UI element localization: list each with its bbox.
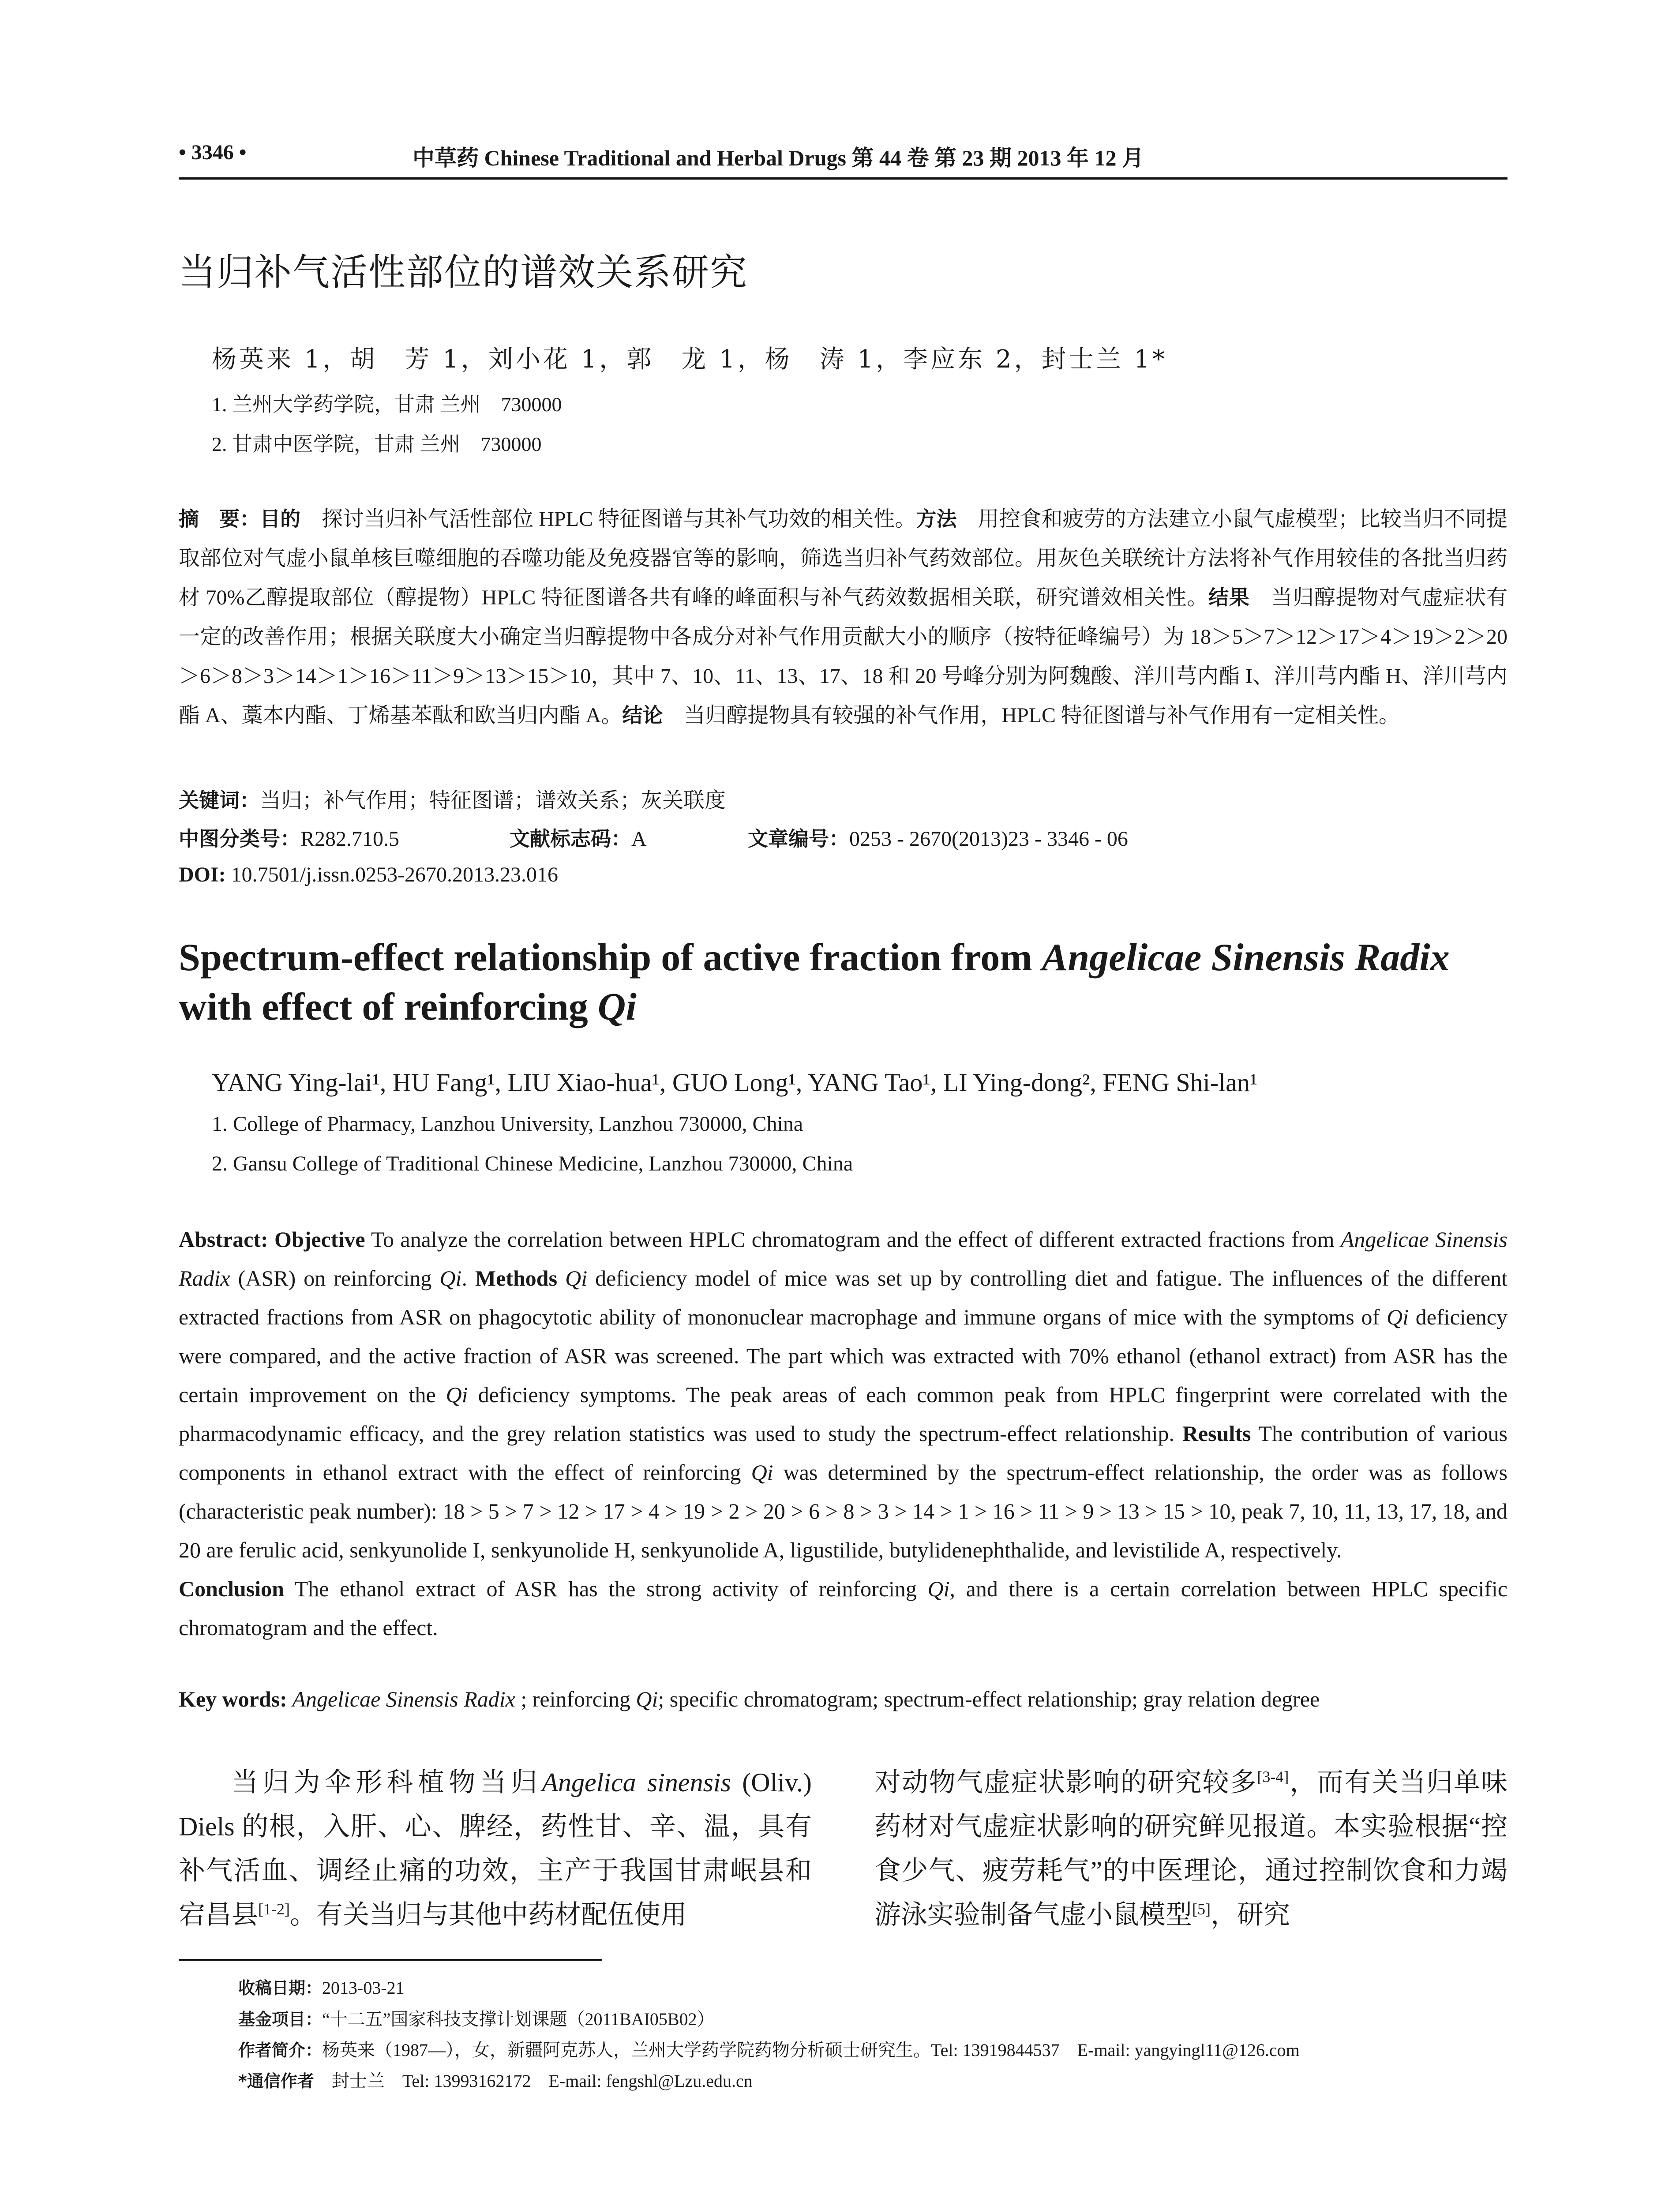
en-results-label: Results (1182, 1421, 1251, 1446)
en-conclusion-label: Conclusion (179, 1576, 284, 1601)
citation-ref: [1-2] (258, 1900, 290, 1918)
chinese-abstract (179, 499, 1508, 735)
article-no-value: 0253 - 2670(2013)23 - 3346 - 06 (849, 827, 1128, 851)
english-authors: YANG Ying-lai¹, HU Fang¹, LIU Xiao-hua¹, GUO Long¹, YANG Tao¹, LI Ying-dong², FENG Shi-lan¹ (212, 1068, 1258, 1097)
page-number: • 3346 • (179, 141, 247, 164)
footnote-corresponding: *通信作者 封士兰 Tel: 13993162172 E-mail: fengshl@Lzu.edu.cn (238, 2071, 753, 2091)
result-label: 结果 (1208, 585, 1250, 609)
doi-label: DOI: (179, 863, 226, 886)
doc-code-label: 文献标志码： (510, 827, 631, 851)
method-label: 方法 (916, 507, 957, 531)
clc-label: 中图分类号： (179, 827, 300, 851)
article-no-label: 文章编号： (748, 827, 849, 851)
en-abstract-label: Abstract: Objective (179, 1227, 365, 1252)
chinese-keywords (179, 783, 726, 814)
chinese-authors: 杨英来 1，胡 芳 1，刘小花 1，郭 龙 1，杨 涛 1，李应东 2，封士兰 1* (212, 345, 1168, 374)
footnote-rule (179, 1959, 602, 1961)
body-column-right: 对动物气虚症状影响的研究较多[3-4]，而有关当归单味药材对气虚症状影响的研究鲜见报道。本实验根据“控食少气、疲劳耗气”的中医理论，通过控制饮食和力竭游泳实验制备气虚小鼠模型[5]，研究 (874, 1768, 1508, 1929)
en-keywords-label: Key words: (179, 1687, 287, 1711)
method-text: 用控食和疲劳的方法建立小鼠气虚模型；比较当归不同提取部位对气虚小鼠单核巨噬细胞的吞噬功能及免疫器官等的影响，筛选当归补气药效部位。用灰色关联统计方法将补气作用较佳的各批当归药材 70%乙醇提取部位（醇提物）HPLC 特征图谱各共有峰的峰面积与补气药效数据相关联，研究谱效相关性。 (179, 507, 1508, 609)
running-header (179, 140, 1508, 180)
header-rule (179, 177, 1508, 180)
citation-ref: [3-4] (1257, 1768, 1289, 1786)
english-affiliation-1: 1. College of Pharmacy, Lanzhou University, Lanzhou 730000, China (212, 1112, 803, 1136)
journal-info: 中草药 Chinese Traditional and Herbal Drugs 第 44 卷 第 23 期 2013 年 12 月 (412, 146, 1144, 170)
objective-text: 探讨当归补气活性部位 HPLC 特征图谱与其补气功效的相关性。 (300, 507, 916, 531)
result-text: 当归醇提物对气虚症状有一定的改善作用；根据关联度大小确定当归醇提物中各成分对补气作用贡献大小的顺序（按特征峰编号）为 18＞5＞7＞12＞17＞4＞19＞2＞20＞6＞8＞3＞14＞1＞16＞11＞9＞13＞15＞10，其中 7、10、11、13、17、18 和 20 号峰分别为阿魏酸、洋川芎内酯 I、洋川芎内酯 H、洋川芎内酯 A、藁本内酯、丁烯基苯酞和欧当归内酯 A。 (179, 586, 1508, 727)
chinese-affiliation-2: 2. 甘肃中医学院，甘肃 兰州 730000 (212, 433, 542, 455)
footnote-author: 作者简介：杨英来（1987—），女，新疆阿克苏人，兰州大学药学院药物分析硕士研究生。Tel: 13919844537 E-mail: yangyingl11@126.com (238, 2040, 1300, 2060)
objective-label: 目的 (260, 507, 301, 531)
en-methods-label: Methods (475, 1266, 558, 1291)
keywords-label: 关键词： (179, 788, 260, 812)
english-keywords: Key words: Angelicae Sinensis Radix ; reinforcing Qi; specific chromatogram; spectrum-effect relationship; gray relation degree (179, 1687, 1320, 1711)
doi-line (179, 863, 558, 887)
keywords-text: 当归；补气作用；特征图谱；谱效关系；灰关联度 (260, 789, 726, 812)
conclusion-label: 结论 (622, 703, 663, 727)
citation-ref: [5] (1192, 1900, 1211, 1918)
chinese-title: 当归补气活性部位的谱效关系研究 (179, 251, 748, 294)
doc-code-value: A (631, 827, 647, 851)
abstract-label: 摘 要： (179, 507, 260, 531)
english-affiliation-2: 2. Gansu College of Traditional Chinese Medicine, Lanzhou 730000, China (212, 1152, 853, 1175)
footnote-received: 收稿日期：2013-03-21 (238, 1978, 405, 1998)
classification-line (179, 823, 1128, 852)
body-column-left: 当归为伞形科植物当归Angelica sinensis (Oliv.) Diels 的根，入肝、心、脾经，药性甘、辛、温，具有补气活血、调经止痛的功效，主产于我国甘肃岷县和宕昌县[1-2]。有关当归与其他中药材配伍使用 (179, 1768, 812, 1929)
footnote-fund: 基金项目：“十二五”国家科技支撑计划课题（2011BAI05B02） (238, 2009, 715, 2029)
doi-value: 10.7501/j.issn.0253-2670.2013.23.016 (225, 863, 559, 886)
english-abstract: Abstract: Objective To analyze the correlation between HPLC chromatogram and the effect of different extracted fractions from Angelicae Sinensis Radix (ASR) on reinforcing Qi. Methods Qi deficiency model of mice was set up by controlling diet and fatigue. The influences of the different extracted fractions from ASR on phagocytotic ability of mononuclear macrophage and immune organs of mice with the symptoms of Qi deficiency were compared, and the active fraction of ASR was screened. The part which was extracted with 70% ethanol (ethanol extract) from ASR has the certain improvement on the Qi deficiency symptoms. The peak areas of each common peak from HPLC fingerprint were correlated with the pharmacodynamic efficacy, and the grey relation statistics was used to study the spectrum-effect relationship. Results The contribution of various components in ethanol extract with the effect of reinforcing Qi was determined by the spectrum-effect relationship, the order was as follows (characteristic peak number): 18 > 5 > 7 > 12 > 17 > 4 > 19 > 2 > 20 > 6 > 8 > 3 > 14 > 1 > 16 > 11 > 9 > 13 > 15 > 10, peak 7, 10, 11, 13, 17, 18, and 20 are ferulic acid, senkyunolide I, senkyunolide H, senkyunolide A, ligustilide, butylidenephthalide, and levistilide A, respectively. Conclusion The ethanol extract of ASR has the strong activity of reinforcing Qi, and there is a certain correlation between HPLC specific chromatogram and the effect. (179, 1227, 1508, 1640)
chinese-affiliation-1: 1. 兰州大学药学院，甘肃 兰州 730000 (212, 393, 562, 416)
english-title: Spectrum-effect relationship of active fraction from Angelicae Sinensis Radix with effect of reinforcing Qi (179, 936, 1450, 1028)
conclusion-text: 当归醇提物具有较强的补气作用，HPLC 特征图谱与补气作用有一定相关性。 (663, 704, 1400, 727)
clc-value: R282.710.5 (300, 827, 400, 851)
